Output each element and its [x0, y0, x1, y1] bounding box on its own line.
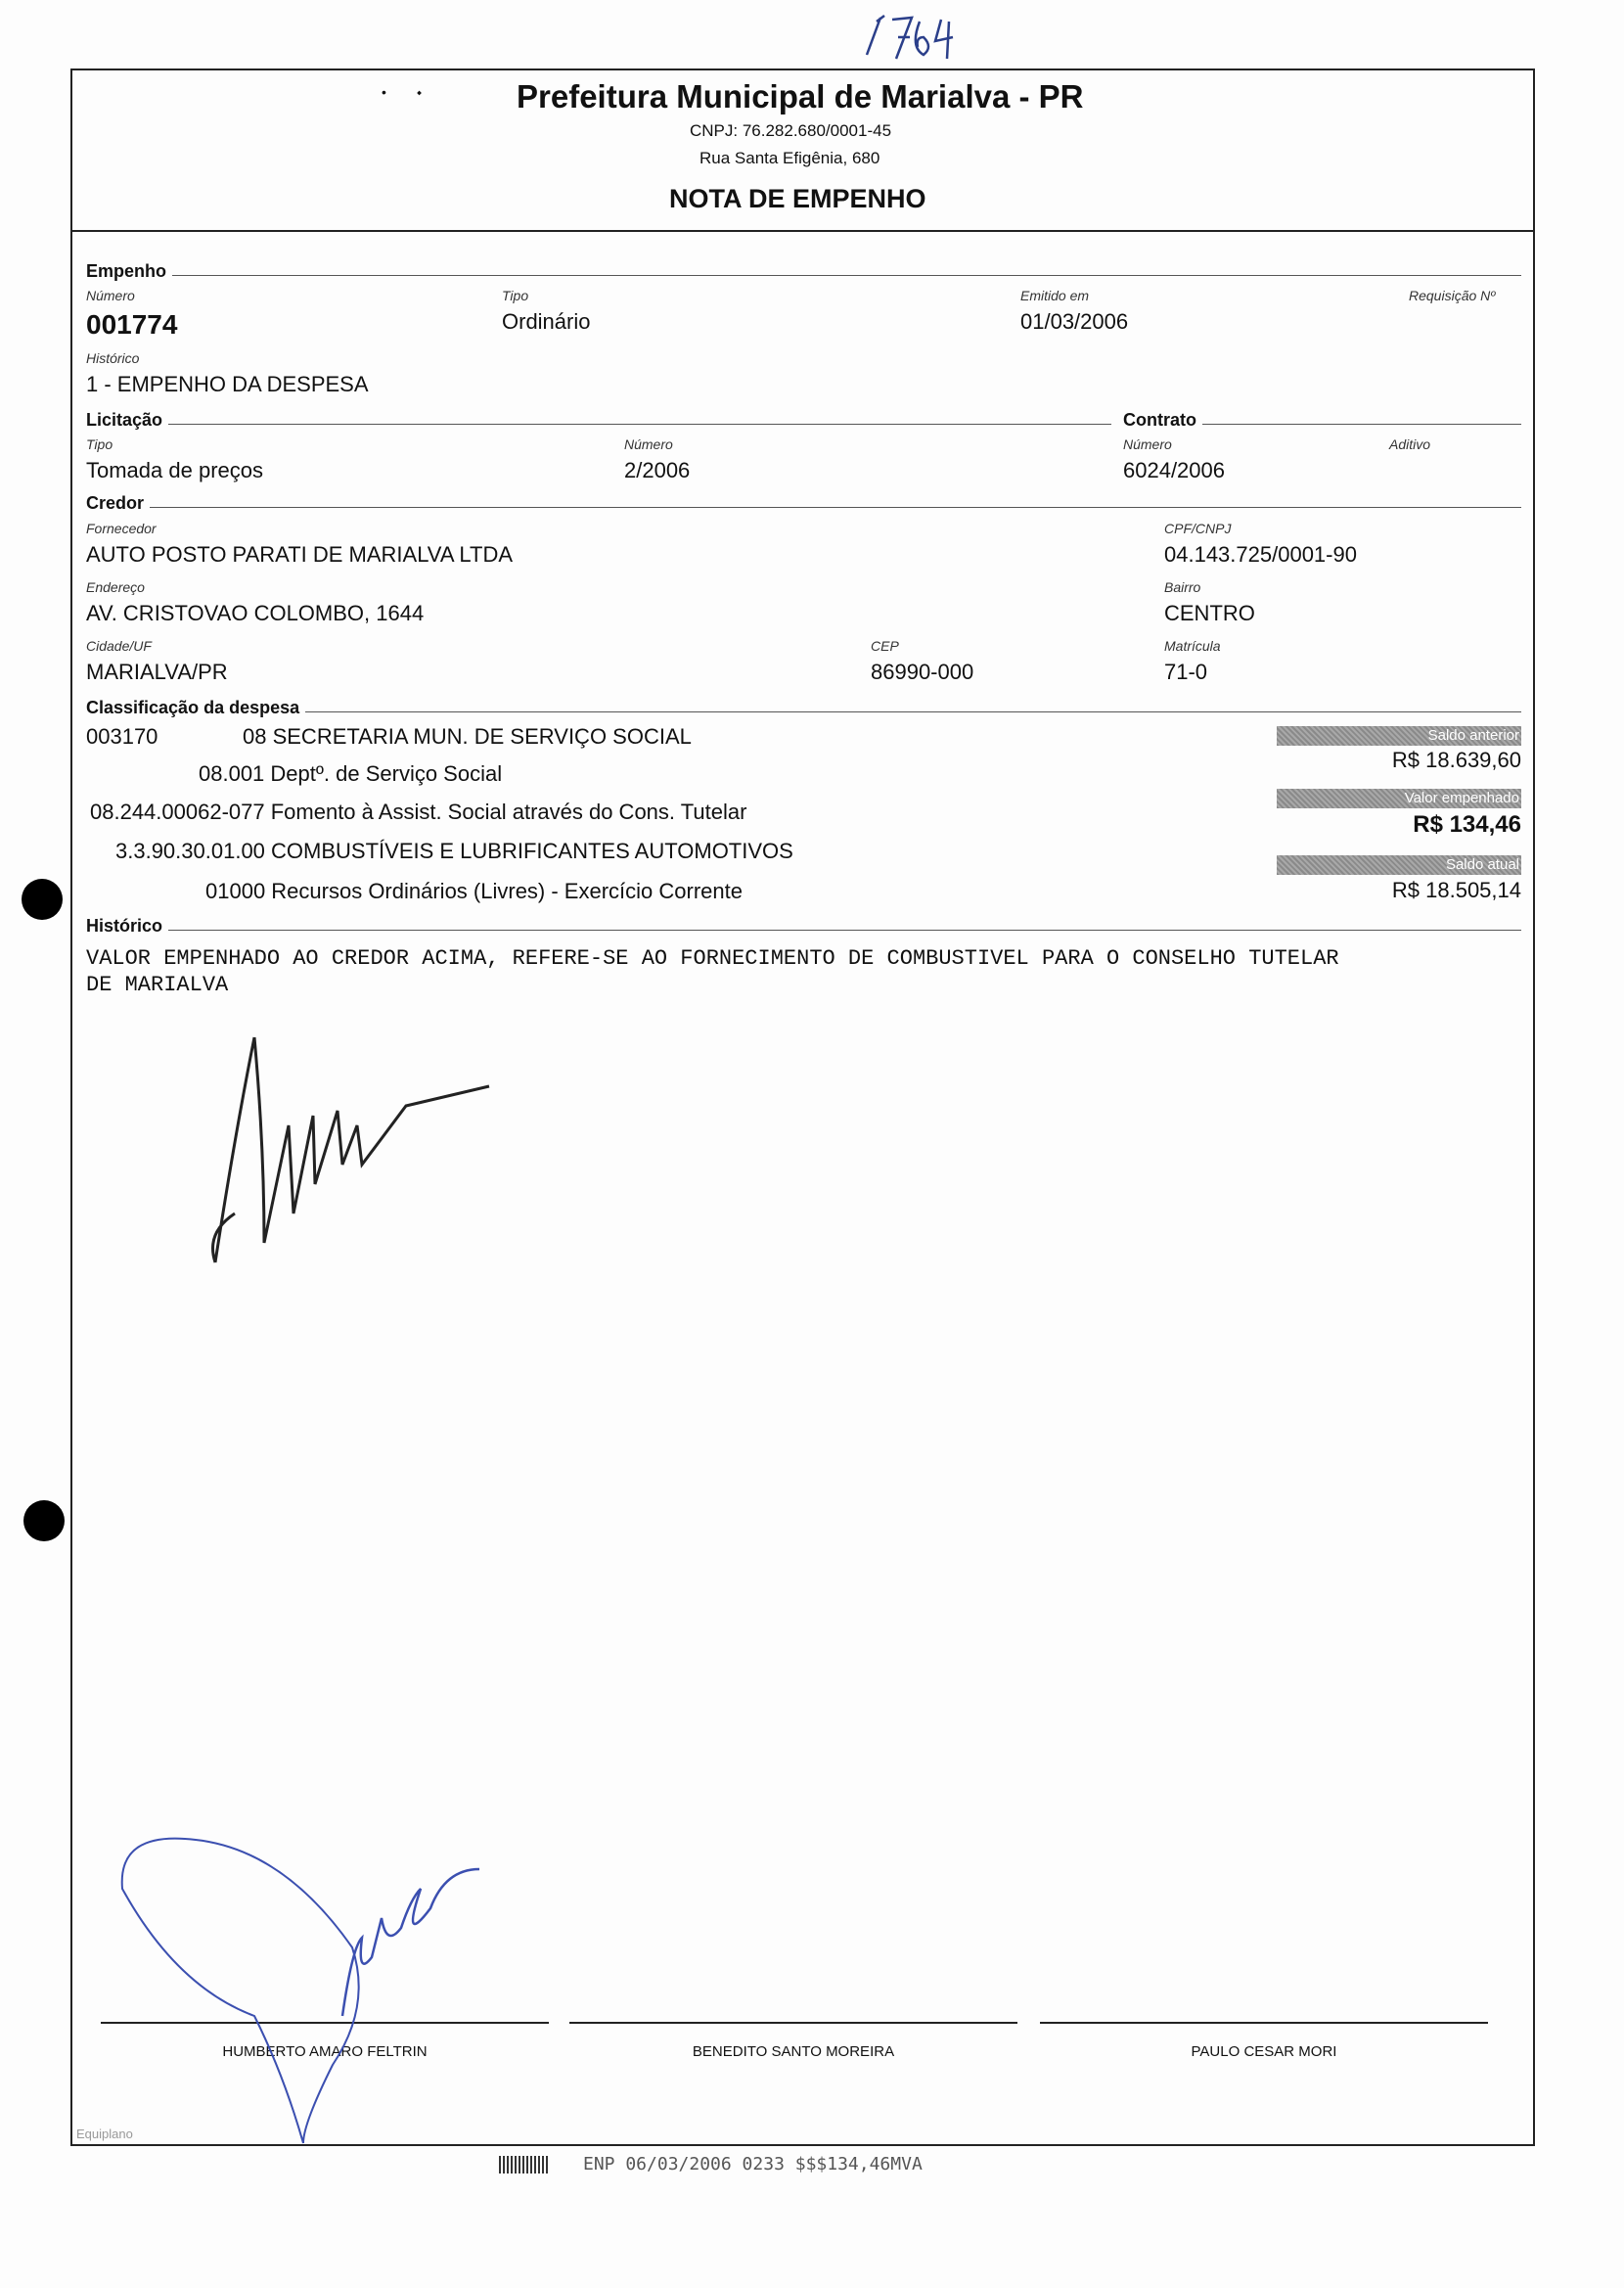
- valor-empenhado-label: Valor empenhado: [1277, 789, 1521, 808]
- licitacao-tipo-label: Tipo: [86, 436, 113, 452]
- signature-name-1: HUMBERTO AMARO FELTRIN: [222, 2043, 428, 2060]
- header-separator: [70, 230, 1535, 232]
- saldo-anterior-label: Saldo anterior: [1277, 726, 1521, 746]
- doc-title: NOTA DE EMPENHO: [669, 184, 926, 213]
- punch-hole-top: [22, 879, 63, 920]
- endereco-label: Endereço: [86, 579, 145, 595]
- signature-line-2: [569, 2022, 1017, 2024]
- licitacao-numero: 2/2006: [624, 458, 691, 482]
- punch-hole-bottom: [23, 1500, 65, 1541]
- classificacao-line4: 3.3.90.30.01.00 COMBUSTÍVEIS E LUBRIFICANTES AUTOMOTIVOS: [115, 839, 793, 863]
- contrato-section: Contrato: [1123, 410, 1202, 431]
- aditivo-label: Aditivo: [1389, 436, 1431, 452]
- saldo-anterior: R$ 18.639,60: [1391, 748, 1521, 772]
- org-title: Prefeitura Municipal de Marialva - PR: [517, 78, 1084, 114]
- cidade-label: Cidade/UF: [86, 638, 152, 654]
- stamp-barcode: [499, 2156, 548, 2174]
- contrato-numero: 6024/2006: [1123, 458, 1225, 482]
- historico-line2: DE MARIALVA: [86, 973, 229, 997]
- valor-empenhado: R$ 134,46: [1413, 811, 1521, 838]
- matricula-label: Matrícula: [1164, 638, 1221, 654]
- fornecedor-label: Fornecedor: [86, 521, 157, 536]
- address: Rua Santa Efigênia, 680: [699, 149, 880, 167]
- classificacao-line2: 08.001 Deptº. de Serviço Social: [199, 761, 503, 786]
- bairro: CENTRO: [1164, 601, 1255, 625]
- cnpj: CNPJ: 76.282.680/0001-45: [690, 121, 892, 140]
- signature-name-3: PAULO CESAR MORI: [1191, 2043, 1337, 2060]
- empenho-tipo-label: Tipo: [502, 288, 529, 303]
- empenho-rule: [86, 275, 1521, 276]
- classificacao-line5: 01000 Recursos Ordinários (Livres) - Exercício Corrente: [205, 879, 743, 903]
- saldo-atual-label: Saldo atual: [1277, 855, 1521, 875]
- licitacao-tipo: Tomada de preços: [86, 458, 263, 482]
- cpf-label: CPF/CNPJ: [1164, 521, 1232, 536]
- licitacao-numero-label: Número: [624, 436, 673, 452]
- empenho-section: Empenho: [86, 261, 172, 282]
- signature-name-2: BENEDITO SANTO MOREIRA: [692, 2043, 895, 2060]
- empenho-tipo: Ordinário: [502, 309, 591, 334]
- empenho-historico-label: Histórico: [86, 350, 140, 366]
- endereco: AV. CRISTOVAO COLOMBO, 1644: [86, 601, 425, 625]
- empenho-historico: 1 - EMPENHO DA DESPESA: [86, 372, 369, 396]
- credor-rule: [86, 507, 1521, 508]
- contrato-numero-label: Número: [1123, 436, 1172, 452]
- handwritten-folio-mark: [859, 8, 967, 67]
- historico-rule: [86, 930, 1521, 931]
- cep-label: CEP: [871, 638, 899, 654]
- handwritten-signature-upper: [196, 1018, 509, 1282]
- emitido-date: 01/03/2006: [1020, 309, 1129, 334]
- stamp: ENP 06/03/2006 0233 $$$134,46MVA: [583, 2154, 923, 2174]
- classificacao-section: Classificação da despesa: [86, 698, 305, 718]
- licitacao-rule: [86, 424, 1111, 425]
- header-marks: • ⬩: [382, 84, 423, 100]
- classificacao-line1: 08 SECRETARIA MUN. DE SERVIÇO SOCIAL: [243, 724, 692, 749]
- licitacao-section: Licitação: [86, 410, 168, 431]
- cidade: MARIALVA/PR: [86, 660, 228, 684]
- historico-line1: VALOR EMPENHADO AO CREDOR ACIMA, REFERE-SE AO FORNECIMENTO DE COMBUSTIVEL PARA O CONSELHO TUTELAR: [86, 946, 1339, 971]
- credor-section: Credor: [86, 493, 150, 514]
- handwritten-folio: [859, 8, 967, 76]
- saldo-atual: R$ 18.505,14: [1391, 878, 1521, 902]
- empenho-numero-label: Número: [86, 288, 135, 303]
- signature-line-3: [1040, 2022, 1488, 2024]
- historico-section: Histórico: [86, 916, 168, 937]
- fornecedor: AUTO POSTO PARATI DE MARIALVA LTDA: [86, 542, 514, 567]
- classificacao-line3: 08.244.00062-077 Fomento à Assist. Social através do Cons. Tutelar: [90, 800, 747, 824]
- requisicao-label: Requisição Nº: [1409, 288, 1496, 303]
- cpf: 04.143.725/0001-90: [1164, 542, 1357, 567]
- classificacao-code: 003170: [86, 724, 158, 749]
- emitido-label: Emitido em: [1020, 288, 1090, 303]
- bairro-label: Bairro: [1164, 579, 1201, 595]
- footer-small: Equiplano: [76, 2127, 133, 2141]
- handwritten-signature-lower: [108, 1830, 499, 2153]
- cep: 86990-000: [871, 660, 974, 684]
- empenho-numero: 001774: [86, 309, 178, 340]
- matricula: 71-0: [1164, 660, 1208, 684]
